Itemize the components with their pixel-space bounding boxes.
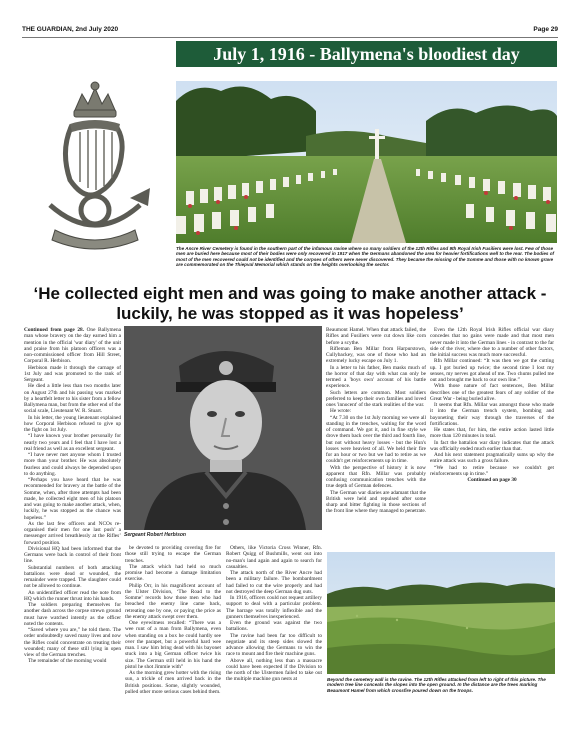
article-paragraph: The German war diaries are adamant that the British were held and repulsed after some sharp and bitter fighting in those sections of the front line where they managed to penetrate. xyxy=(326,489,427,515)
article-paragraph: In a letter to his father, Ben masks much of the horror of that day with what can only be termed a 'boys own' account of his battle experience. xyxy=(326,364,426,390)
article-paragraph: As the last few officers and NCOs re-organised their men for one last push’ a messenger arrived breathlessly at the Rifles’ forward position. xyxy=(24,520,121,546)
article-paragraph: The attack north of the River Ancre had been a military failure. The bombardment had failed to cut the wire properly and had not destroyed the deep German dug outs. xyxy=(226,570,322,595)
article-paragraph: Above all, nothing less than a massacre could have been expected if the Division to the north of the Ulstermen failed to take out the multiple machine gun nests at xyxy=(226,657,322,683)
article-paragraph: With those nature of fact sentences, Ben Millar describes one of the greatest fears of any soldier of the Great War - being buried alive. xyxy=(430,383,554,402)
portrait-caption: Sergeant Robert Herbison xyxy=(124,532,186,538)
article-column-3 xyxy=(226,545,322,683)
article-column-1 xyxy=(24,327,121,665)
page-number: Page 29 xyxy=(533,26,558,33)
ravine-photo-caption: Beyond the cemetery wall is the ravine. The 12th Rifles attacked from left to right of this picture. The modern tree line conceals the slopes into the open ground. In the distance are the trees marking Beaumont Hamel from which crossfire poured down on the troops. xyxy=(327,677,546,693)
article-paragraph: The attack which had held so much promise had become a damage limitation exercise. xyxy=(125,563,221,583)
continued-on-text: Continued on page 30 xyxy=(467,477,517,483)
article-paragraph: Such letters are common. Most soldiers preferred to keep their own families and loved ones 'innocent' of the stark realities of the war. xyxy=(326,389,426,408)
article-paragraph: The ravine had been far too difficult to negotiate and its steep sides slowed the advance allowing the Germans to win the race to mount and fire their machine guns. xyxy=(226,632,322,658)
article-paragraph: In fact the battalion war diary indicates that the attack was officially ended much earlier than that. xyxy=(430,439,554,452)
article-paragraph: Rifleman Ben Millar from Harpurstown, Cullybackey, was one of those who had an extremely lucky escape on July 1. xyxy=(326,345,426,365)
article-paragraph: Even the 12th Royal Irish Rifles official war diary concedes that no gains were made and that most men never made it into the German lines - in contrast to the far side of the river, where due to a number of other factors, the initial success was much more successful. xyxy=(430,327,554,358)
article-paragraph: “Perhaps you have heard that he was recommended for bravery at the battle of the Somme, when, after three attempts had been made, he collected eight men of his platoon and was going to make another attack, when, luckily, he was stopped as the chance was hopeless.” xyxy=(24,477,121,521)
article-paragraph: With the perspective of history it is now apparent that Rfn. Millar was probably confusing communication trenches with the true depth of German defences. xyxy=(326,464,426,490)
article-paragraph: In 1916, officers could not request artillery support to deal with a particular problem. The barrage was totally inflexible and the gunners themselves inexperienced. xyxy=(226,595,322,620)
article-paragraph: It seems that Rfn. Millar was amongst those who made it into the German trench system, bombing and bayoneting their way through the traverses of the fortifications. xyxy=(430,402,554,427)
cemetery-photo xyxy=(176,81,557,243)
continued-from-note: Continued from page 28. xyxy=(24,327,84,333)
article-column-2 xyxy=(125,545,221,695)
article-paragraph: The remainder of the morning would xyxy=(28,658,107,665)
article-paragraph: In his letter, the young lieutenant explained how Corporal Herbison refused to give up the fight on 1st July. xyxy=(24,414,121,433)
article-paragraph: The soldiers preparing themselves for another dash across the corpse strewn ground must have watched intently as the officer noted the contents. xyxy=(24,602,121,627)
article-paragraph: As the morning grew hotter with the rising sun, a trickle of men arrived back in the British positions. Some, slightly wounded, pulled other more serious cases behind them. xyxy=(125,670,221,695)
cemetery-photo-caption: The Ancre River Cemetery is found in the southern part of the infamous ravine where so many soldiers of the 12th Rifles and 9th Royal Irish Fusiliers were lost. Few of those men are buried here because most of their bodies were only recovered in 1917 when the Germans abandoned the area for heavier fortifications well to the rear. The bodies of most of the men recovered could not be identified and the corpses of others were never discovered. They became the missing of the Somme and those with no known grave are commemorated on the Thiepval Memorial which stands on the heights overlooking the sector. xyxy=(176,246,555,267)
article-paragraph: Substantial numbers of both attacking battalions were dead or wounded, the remainder were trapped. The slaughter could not be allowed to continue. xyxy=(24,564,121,590)
sergeant-portrait-photo xyxy=(124,326,322,530)
article-paragraph: One eyewitness recalled: “There was a wee runt of a man from Ballymena, even when standing on a box he could hardly see over the parapet, but a powerful hard wee man. I saw him bring dead with his bayonet stuck into a big German officer twice his size. The German still held in his hand the pistol he shot Jimmie with” xyxy=(125,620,221,670)
ravine-photo xyxy=(327,552,555,674)
article-paragraph: “I have known your brother personally for nearly two years and I feel that I have lost a real friend as well as an excellent sergeant. xyxy=(24,433,121,452)
section-banner: July 1, 1916 - Ballymena's bloodiest day xyxy=(176,41,557,67)
continued-on-note xyxy=(430,477,554,483)
header-rule xyxy=(22,37,558,38)
article-paragraph: be devoted to providing covering fire for those still trying to escape the German trenches. xyxy=(125,545,221,564)
article-paragraph: And his next statement pragmatically sums up why the entire attack was such a gross failure. xyxy=(430,452,554,465)
article-paragraph: An unidentified officer read the note from HQ which the runner thrust into his hands. xyxy=(24,589,121,602)
article-paragraph: “At 7.30 on the 1st July morning we were all standing in the trenches, waiting for the word of command. We got it, and in fine style we drove them back over the third and fourth line, but not without heavy losses - but the Hun's losses were heaviest of all. We held their fire for an hour or two but we had to retire as we couldn't get reinforcements up in time. xyxy=(326,414,426,465)
article-paragraph: Divisional HQ had been informed that the Germans were back in control of their front line. xyxy=(24,545,121,565)
article-paragraph: Philip Orr, in his magnificent account of the Ulster Division, ‘The Road to the Somme’ records how those men who had breached the enemy line came back, retreating one by one, or paying the price as the enemy attack swept over them. xyxy=(125,582,221,620)
article-column-5 xyxy=(430,327,554,483)
article-paragraph: Others, like Victoria Cross Winner, Rfn. Robert Quigg of Bushmills, went out into no-man's land again and again to search for casualties. xyxy=(226,545,322,570)
paragraph-text: One Ballymena man whose bravery on the day earned him a mention in the official 'war diary' of the unit and praise from his platoon officers was a non-commissioned officer from Hill Street, Corporal R. Herbison. xyxy=(24,327,121,365)
article-paragraph xyxy=(24,327,121,365)
article-column-4 xyxy=(326,327,426,515)
article-paragraph: Rfn Millar continued: “It was then we got the cutting up. I got buried up twice; the second time I lost my senses, my nerves got ahead of me. Two chums pulled me out and brought me back to our own line.” xyxy=(430,358,554,383)
article-paragraph: Even the ground was against the two battalions. xyxy=(226,620,322,633)
article-paragraph: Herbison made it through the carnage of 1st July and was promoted to the rank of Sergeant. xyxy=(24,364,121,383)
publication-date: THE GUARDIAN, 2nd July 2020 xyxy=(22,26,119,33)
article-paragraph: “We had to retire because we couldn't get reinforcements up in time.” xyxy=(430,464,554,477)
article-headline: ‘He collected eight men and was going to make another attack - luckily, he was stopped as it was hopeless’ xyxy=(33,284,547,323)
regimental-badge-icon xyxy=(30,80,160,255)
page-header xyxy=(22,26,558,36)
article-paragraph: “I have never met anyone whom I trusted more than your brother. He was absolutely fearless and could always be depended upon to do anything. xyxy=(24,452,121,477)
article-paragraph: He died a little less than two months later on August 27th and his passing was marked by a heartfelt letter to his sister from a fellow Ballymena man, but from the other end of the social scale, Lieutenant W. R. Stuart. xyxy=(24,383,121,415)
article-paragraph: He states that, for him, the entire action lasted little more than 120 minutes in total. xyxy=(430,427,554,440)
article-paragraph: Beaumont Hamel. When that attack failed, the Rifles and Fusiliers were cut down like corn before a scythe. xyxy=(326,327,426,346)
article-paragraph: He wrote: xyxy=(330,408,352,415)
article-paragraph: “Saved where you are,” he told them. The order undoubtedly saved many lives and now the Rifles could concentrate on treating their wounded; many of these still lying in open view of the German trenches. xyxy=(24,627,121,658)
